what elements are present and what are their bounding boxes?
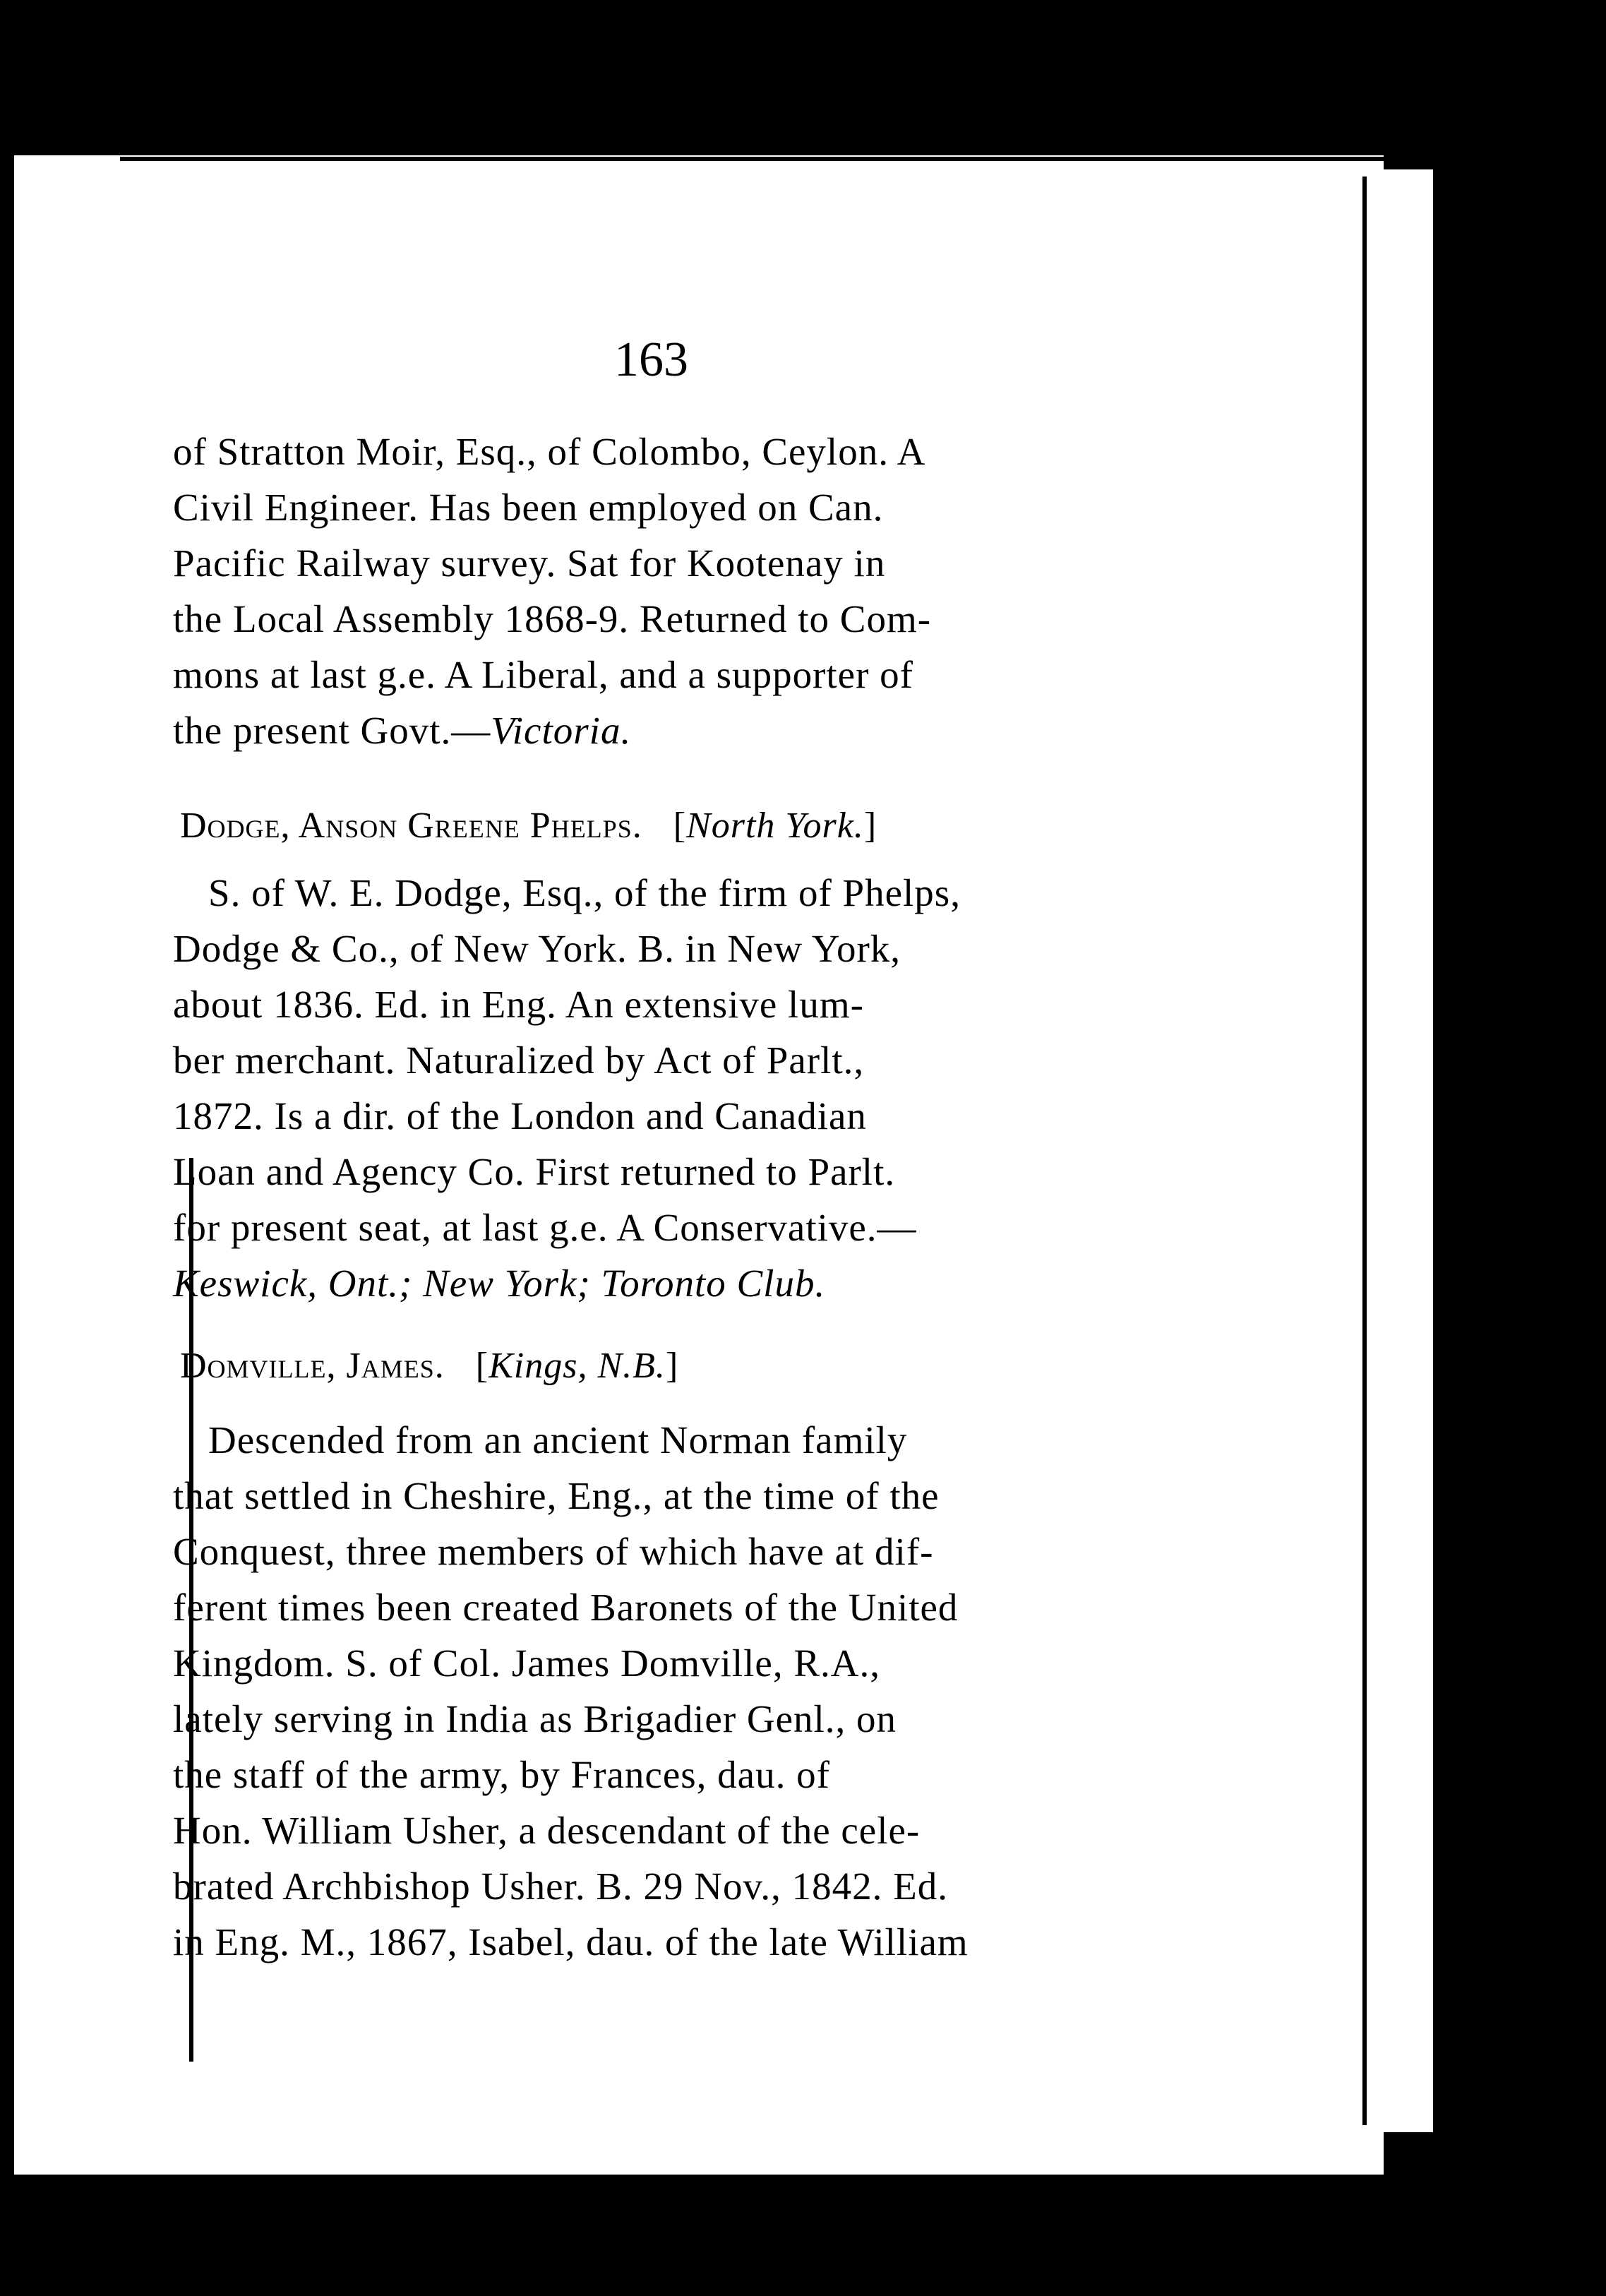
text-line: Descended from an ancient Norman family [208,1418,908,1461]
text-line: lately serving in India as Brigadier Genl., on [173,1697,897,1740]
text-line [173,702,1126,758]
text-line: for present seat, at last g.e. A Conservative.— [173,1206,917,1249]
location-text: Keswick, Ont.; New York; Toronto Club. [173,1262,826,1305]
text-line: the Local Assembly 1868-9. Returned to Com- [173,597,932,640]
text-line: the staff of the army, by Frances, dau. of [173,1753,830,1796]
text-line: Dodge & Co., of New York. B. in New York, [173,927,901,970]
page-number: 163 [614,333,688,387]
text-line: 1872. Is a dir. of the London and Canadian [173,1094,867,1137]
text-line: mons at last g.e. A Liberal, and a supporter of [173,653,913,696]
text-line: Pacific Railway survey. Sat for Kootenay in [173,542,886,585]
text-line: Kingdom. S. of Col. James Domville, R.A., [173,1642,880,1685]
constituency-label: [North York.] [673,806,877,846]
text-line: Conquest, three members of which have at dif- [173,1530,934,1573]
entry-continued [173,424,1126,758]
text-line-prefix: the present Govt.— [173,709,491,752]
text-line: Loan and Agency Co. First returned to Parlt. [173,1150,896,1193]
entry-name: Dodge, Anson Greene Phelps. [180,806,642,846]
page-edge-line [1362,177,1367,2125]
text-line: brated Archbishop Usher. B. 29 Nov., 1842. Ed. [173,1865,949,1908]
entry-heading-dodge [180,805,877,847]
location-text: Victoria. [491,709,632,752]
text-line: Hon. William Usher, a descendant of the cele- [173,1809,921,1852]
text-line: ferent times been created Baronets of the United [173,1586,959,1629]
entry-body-dodge [173,865,1126,1311]
text-line: in Eng. M., 1867, Isabel, dau. of the late William [173,1920,969,1963]
text-line: S. of W. E. Dodge, Esq., of the firm of Phelps, [208,871,961,914]
constituency-label: [Kings, N.B.] [475,1346,679,1386]
text-line: Civil Engineer. Has been employed on Can. [173,486,884,529]
left-page-strip [14,155,120,2175]
text-line: ber merchant. Naturalized by Act of Parlt., [173,1039,865,1082]
entry-body-domville [173,1412,1126,1970]
entry-heading-domville [180,1345,678,1387]
text-line: about 1836. Ed. in Eng. An extensive lum- [173,983,864,1026]
text-line: of Stratton Moir, Esq., of Colombo, Ceylon. A [173,430,926,473]
page-top-edge [120,157,1391,161]
text-line: that settled in Cheshire, Eng., at the time of the [173,1474,940,1517]
entry-name: Domville, James. [180,1346,445,1386]
